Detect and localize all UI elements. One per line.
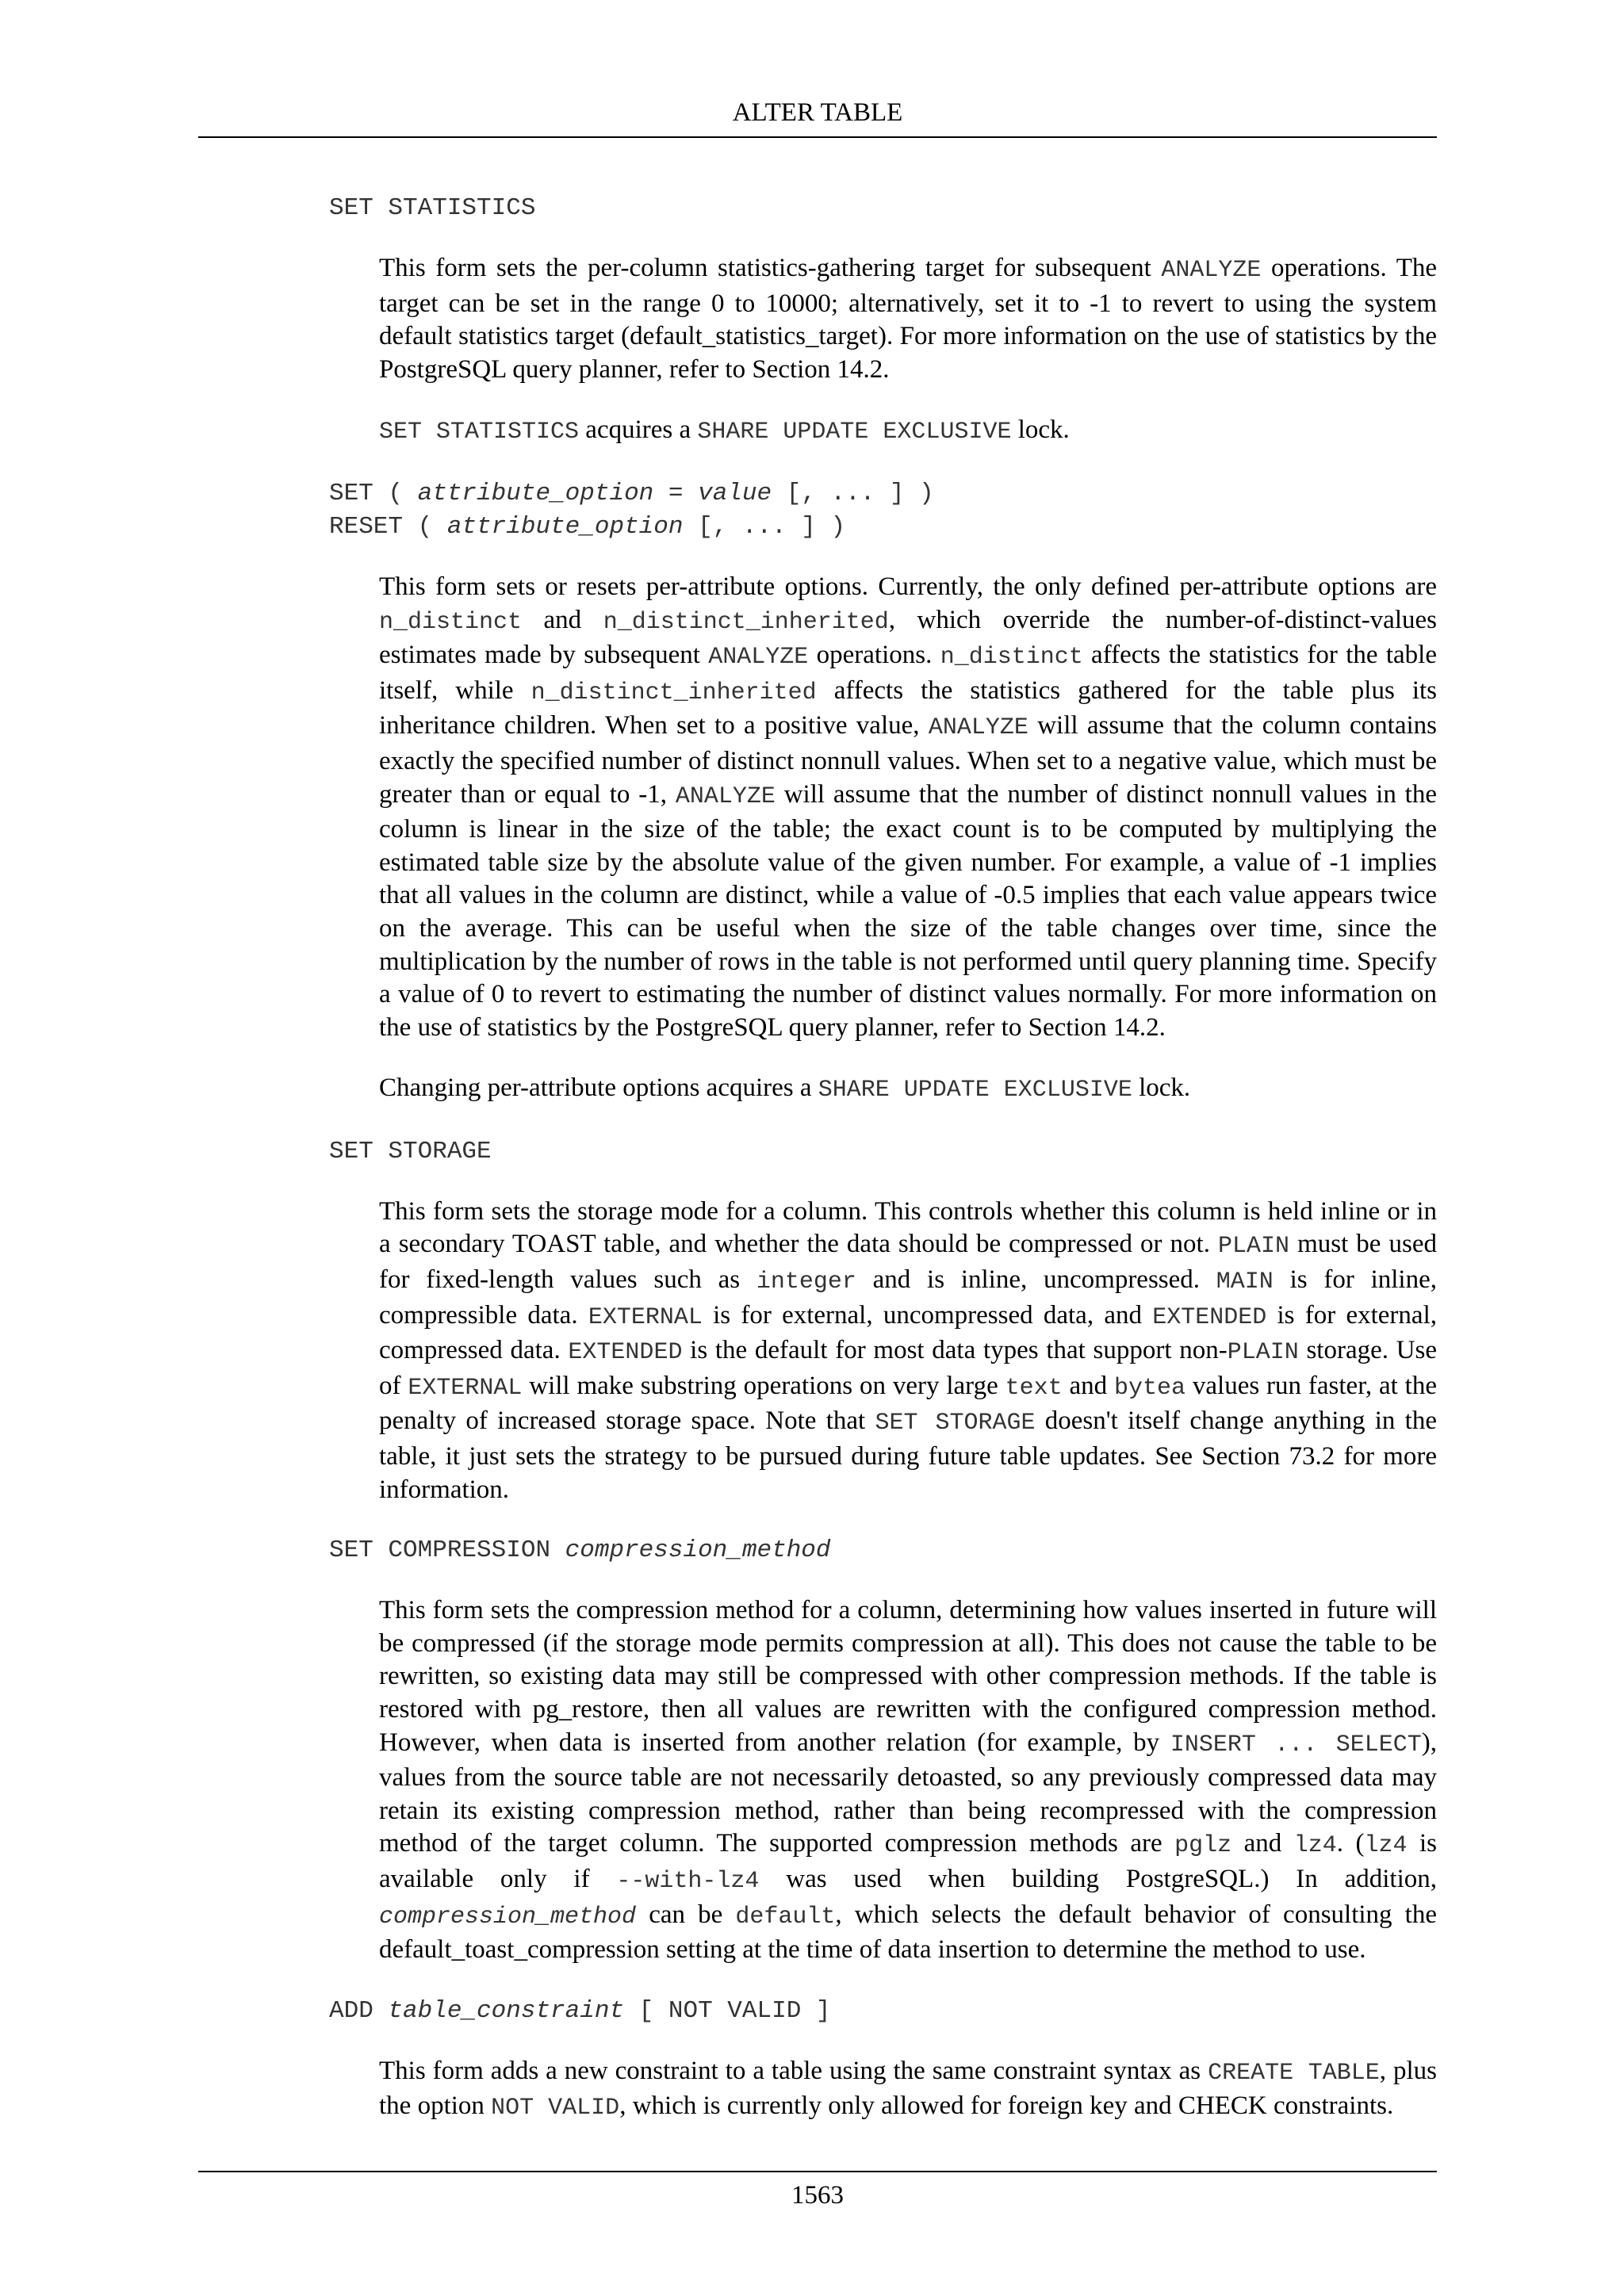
body-text: is available only if <box>379 1829 1437 1893</box>
body-text: This form sets the compression method for a column, determining how values inserted in future will be compressed (if the storage mode permits compression at all). This does not cause the table to be rewritten, so existing data may still be compressed with other compression methods. If the table is restored with pg_restore, then all values are rewritten with the configured compression method. However, when data is inserted from another relation (for example, by <box>379 1596 1437 1757</box>
body-text: . ( <box>1336 1829 1365 1858</box>
syntax-term <box>329 477 1437 544</box>
inline-code: pglz <box>1174 1832 1232 1860</box>
body-text: is for external, uncompressed data, and <box>702 1300 1153 1330</box>
inline-code: ANALYZE <box>708 644 809 672</box>
inline-code: SHARE UPDATE EXCLUSIVE <box>697 419 1012 446</box>
body-text: ), values from the source table are not necessarily detoasted, so any previously compressed data may retain its existing compression method, rather than being recompressed with the compression method of the target column. The supported compression methods are <box>379 1728 1437 1858</box>
inline-code: ANALYZE <box>675 783 776 810</box>
description-paragraph <box>379 571 1437 1044</box>
body-text: doesn't itself change anything in the table, it just sets the strategy to be pursued during future table updates. See Section 73.2 for more information. <box>379 1406 1437 1504</box>
inline-code: lz4 <box>1293 1832 1337 1860</box>
inline-code: SET STORAGE <box>875 1410 1036 1437</box>
inline-code: INSERT ... SELECT <box>1170 1731 1422 1758</box>
term-description <box>379 1196 1437 1506</box>
body-text: affects the statistics for the table itself, while <box>379 641 1437 705</box>
syntax-text: SET STATISTICS <box>329 194 536 222</box>
syntax-line <box>329 511 1437 544</box>
syntax-placeholder: value <box>698 479 772 507</box>
inline-code: n_distinct <box>940 644 1083 672</box>
body-text: lock. <box>1011 415 1070 445</box>
inline-code: SHARE UPDATE EXCLUSIVE <box>818 1077 1132 1104</box>
body-text: was used when building PostgreSQL.) In addition, <box>759 1864 1437 1893</box>
inline-code: EXTENDED <box>1152 1303 1267 1331</box>
inline-code: SET STATISTICS <box>379 419 580 446</box>
syntax-term <box>329 192 1437 225</box>
syntax-placeholder: table_constraint <box>388 1996 625 2025</box>
body-text: This form sets the per-column statistics-gathering target for subsequent <box>379 254 1162 282</box>
description-paragraph <box>379 2055 1437 2126</box>
body-text: Changing per-attribute options acquires a <box>379 1073 818 1103</box>
body-text: This form sets or resets per-attribute options. Currently, the only defined per-attribute options are <box>379 572 1437 601</box>
inline-code: EXTENDED <box>568 1339 683 1367</box>
body-text: is the default for most data types that support non- <box>682 1336 1228 1365</box>
body-text: , plus the option <box>379 2056 1437 2121</box>
inline-code: --with-lz4 <box>616 1867 760 1895</box>
term-description <box>379 252 1437 450</box>
description-paragraph <box>379 1196 1437 1506</box>
body-text: values run faster, at the penalty of increased storage space. Note that <box>379 1371 1437 1436</box>
inline-code: n_distinct_inherited <box>530 679 817 706</box>
body-text: , which is currently only allowed for foreign key and CHECK constraints. <box>619 2091 1394 2121</box>
page-header-title: ALTER TABLE <box>732 98 903 127</box>
inline-code: PLAIN <box>1227 1339 1299 1367</box>
inline-code: bytea <box>1114 1374 1186 1402</box>
syntax-line <box>329 1995 1437 2028</box>
body-text: storage. Use of <box>379 1336 1438 1400</box>
body-text: must be used for fixed-length values such as <box>379 1230 1437 1295</box>
syntax-text: SET COMPRESSION <box>329 1536 565 1565</box>
page-number: 1563 <box>791 2181 844 2210</box>
body-text: , which override the number-of-distinct-values estimates made by subsequent <box>379 605 1437 670</box>
document-body <box>329 192 1437 2153</box>
syntax-term <box>329 1995 1437 2028</box>
syntax-line <box>329 192 1437 225</box>
inline-code: EXTERNAL <box>408 1374 523 1402</box>
inline-code: compression_method <box>379 1903 637 1931</box>
body-text: affects the statistics gathered for the table plus its inheritance children. When set to a positive value, <box>379 675 1437 740</box>
syntax-term <box>329 1135 1437 1169</box>
body-text: operations. The target can be set in the range 0 to 10000; alternatively, set it to -1 to revert to using the system default statistics target (default_statistics_target). For more information on the use of statistics by the PostgreSQL query planner, refer to Section 14.2. <box>379 254 1437 384</box>
page-header <box>198 94 1437 138</box>
inline-code: MAIN <box>1216 1269 1274 1296</box>
inline-code: CREATE TABLE <box>1208 2059 1380 2087</box>
body-text: operations. <box>808 641 940 670</box>
body-text: will assume that the number of distinct nonnull values in the column is linear in the size of the table; the exact count is to be computed by multiplying the estimated table size by the absolute value of the given number. For example, a value of -1 implies that all values in the column are distinct, while a value of -0.5 implies that each value appears twice on the average. This can be useful when the size of the table changes over time, since the multiplication by the number of rows in the table is not performed until query planning time. Specify a value of 0 to revert to estimating the number of distinct values normally. For more information on the use of statistics by the PostgreSQL query planner, refer to Section 14.2. <box>379 779 1437 1042</box>
inline-code: text <box>1005 1374 1063 1402</box>
syntax-text: = <box>653 479 699 507</box>
description-paragraph <box>379 1072 1437 1108</box>
syntax-text: RESET ( <box>329 512 447 541</box>
body-text: will make substring operations on very large <box>522 1371 1005 1400</box>
inline-code: PLAIN <box>1218 1233 1290 1261</box>
inline-code: ANALYZE <box>1161 257 1262 284</box>
inline-code: integer <box>756 1269 856 1296</box>
body-text: This form adds a new constraint to a table using the same constraint syntax as <box>379 2056 1208 2085</box>
body-text: and is inline, uncompressed. <box>856 1265 1216 1295</box>
body-text: and <box>1231 1829 1294 1858</box>
page-footer <box>198 2171 1437 2214</box>
body-text: and <box>1062 1371 1114 1400</box>
description-paragraph <box>379 252 1437 386</box>
syntax-text: SET STORAGE <box>329 1137 492 1165</box>
inline-code: n_distinct <box>379 608 523 636</box>
body-text: is for inline, compressible data. <box>379 1265 1437 1330</box>
syntax-placeholder: attribute_option <box>417 479 654 507</box>
term-description <box>379 2055 1437 2126</box>
term-description <box>379 571 1437 1108</box>
syntax-line <box>329 1534 1437 1567</box>
body-text: will assume that the column contains exactly the specified number of distinct nonnull values. When set to a negative value, which must be greater than or equal to -1, <box>379 711 1437 809</box>
body-text: acquires a <box>579 415 698 445</box>
body-text: , which selects the default behavior of consulting the default_toast_compression setting at the time of data insertion to determine the method to use. <box>379 1900 1437 1965</box>
syntax-text: [ NOT VALID ] <box>624 1996 831 2025</box>
syntax-text: SET ( <box>329 479 418 507</box>
syntax-line <box>329 477 1437 511</box>
description-paragraph <box>379 414 1437 450</box>
syntax-text: [, ... ] ) <box>683 512 846 541</box>
inline-code: default <box>735 1903 836 1931</box>
syntax-term <box>329 1534 1437 1567</box>
body-text: and <box>522 605 603 634</box>
syntax-text: [, ... ] ) <box>772 479 934 507</box>
description-paragraph <box>379 1594 1437 1967</box>
term-description <box>379 1594 1437 1967</box>
syntax-placeholder: compression_method <box>565 1536 831 1565</box>
body-text: can be <box>636 1900 736 1929</box>
inline-code: lz4 <box>1364 1832 1408 1860</box>
body-text: lock. <box>1132 1073 1191 1103</box>
inline-code: n_distinct_inherited <box>603 608 889 636</box>
inline-code: ANALYZE <box>928 714 1028 742</box>
syntax-text: ADD <box>329 1996 389 2025</box>
body-text: This form sets the storage mode for a column. This controls whether this column is held inline or in a secondary TOAST table, and whether the data should be compressed or not. <box>379 1196 1437 1259</box>
inline-code: NOT VALID <box>491 2095 620 2122</box>
inline-code: EXTERNAL <box>588 1303 703 1331</box>
syntax-line <box>329 1135 1437 1169</box>
syntax-placeholder: attribute_option <box>446 512 684 541</box>
body-text: is for external, compressed data. <box>379 1300 1437 1365</box>
